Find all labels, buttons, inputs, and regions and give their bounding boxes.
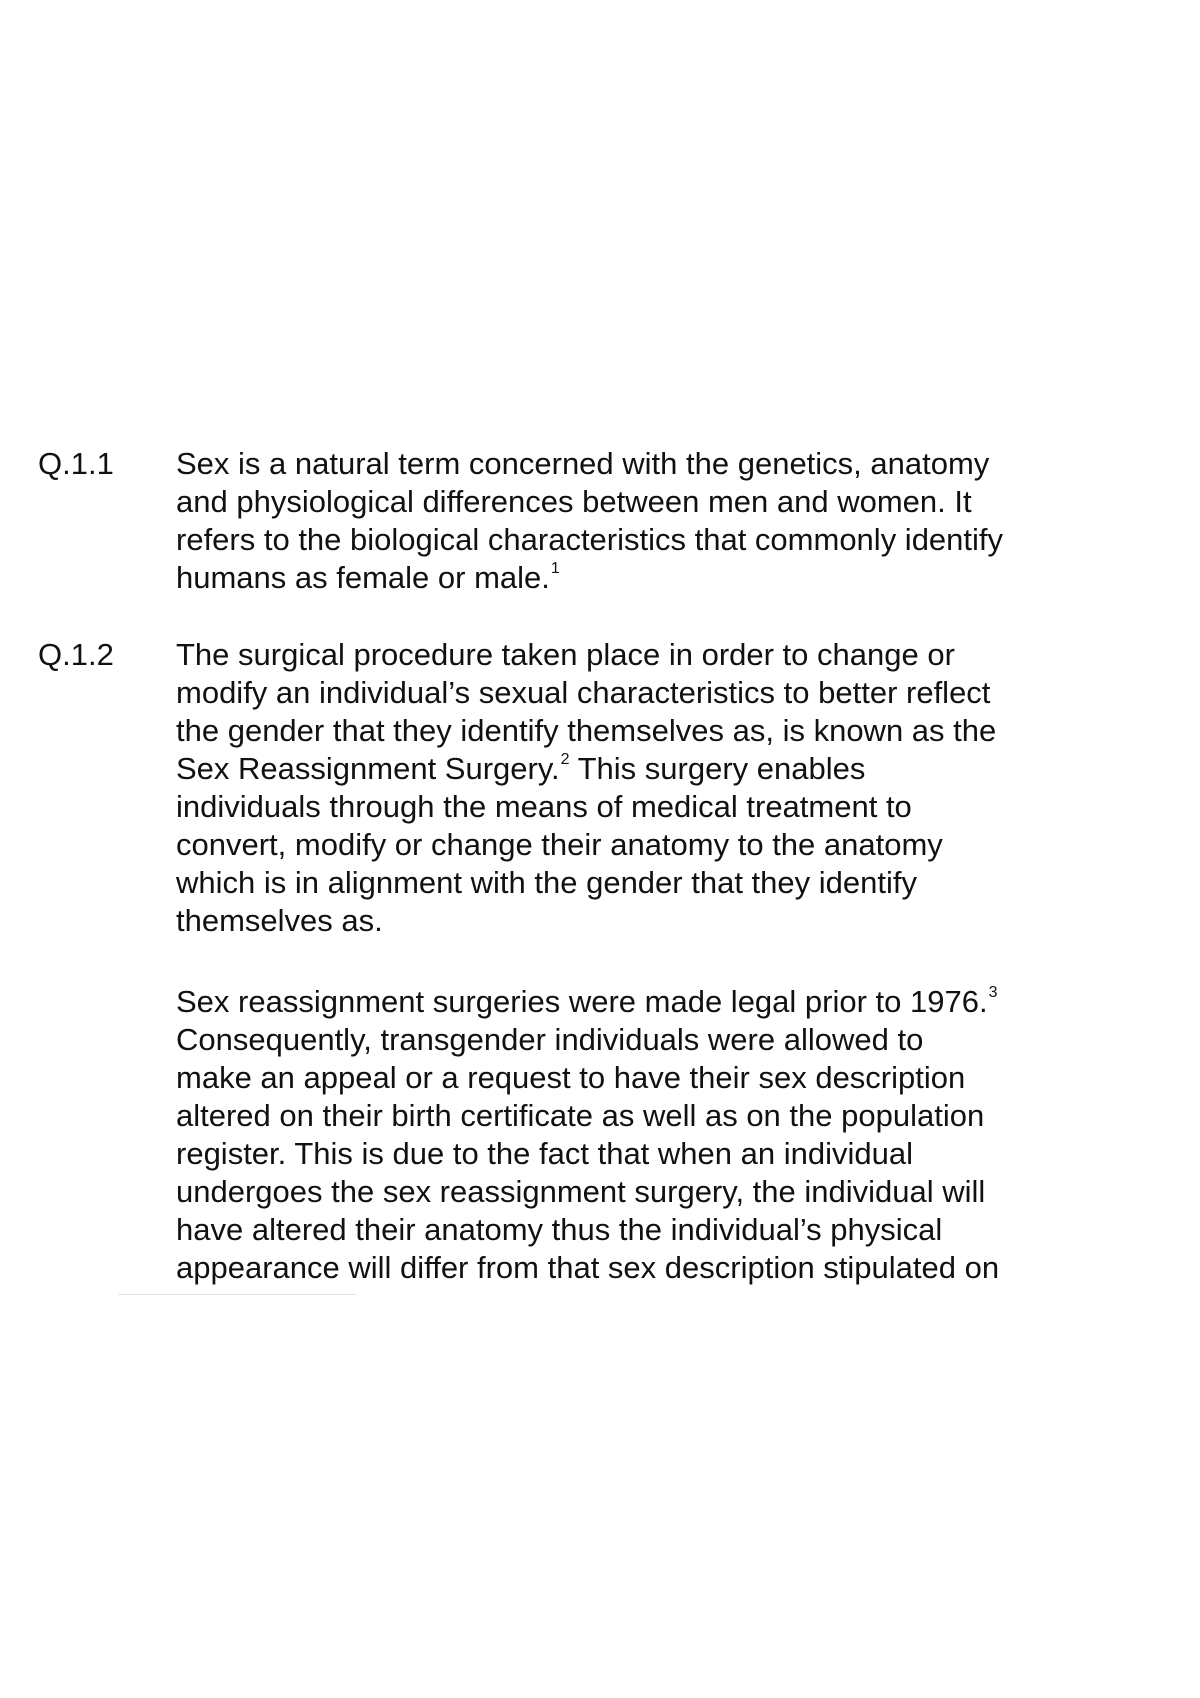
text-line: The surgical procedure taken place in order to change or	[176, 637, 955, 672]
question-number: Q.1.1	[38, 446, 114, 481]
text-segment: Sex Reassignment Surgery.	[176, 751, 560, 786]
text-segment: This surgery enables	[569, 751, 866, 786]
text-line: which is in alignment with the gender that they identify	[176, 865, 917, 900]
footnote-marker: 2	[560, 751, 570, 768]
text-line	[176, 750, 1086, 788]
text-line: refers to the biological characteristics that commonly identify	[176, 522, 1004, 557]
footnote-separator	[118, 1294, 356, 1295]
text-line: convert, modify or change their anatomy to the anatomy	[176, 827, 943, 862]
text-line: modify an individual’s sexual characteristics to better reflect	[176, 675, 991, 710]
answer-paragraph	[176, 445, 1086, 597]
text-line: Consequently, transgender individuals were allowed to	[176, 1022, 924, 1057]
text-line: themselves as.	[176, 903, 383, 938]
text-line: and physiological differences between men and women. It	[176, 484, 972, 519]
text-line: appearance will differ from that sex description stipulated on	[176, 1250, 1000, 1285]
question-number: Q.1.2	[38, 637, 114, 672]
footnote-marker: 3	[988, 984, 998, 1001]
footnote-marker: 1	[550, 560, 560, 577]
text-segment: Sex reassignment surgeries were made legal prior to 1976.	[176, 984, 988, 1019]
answer-paragraph	[176, 983, 1086, 1287]
text-line: have altered their anatomy thus the individual’s physical	[176, 1212, 943, 1247]
answer-paragraph	[176, 636, 1086, 940]
text-line	[176, 559, 1086, 597]
text-line: Sex is a natural term concerned with the genetics, anatomy	[176, 446, 990, 481]
text-line: altered on their birth certificate as well as on the population	[176, 1098, 985, 1133]
text-line: undergoes the sex reassignment surgery, the individual will	[176, 1174, 986, 1209]
text-line	[176, 983, 1086, 1021]
text-line: the gender that they identify themselves as, is known as the	[176, 713, 997, 748]
text-line: individuals through the means of medical treatment to	[176, 789, 912, 824]
text-line: register. This is due to the fact that when an individual	[176, 1136, 913, 1171]
text-segment: humans as female or male.	[176, 560, 550, 595]
text-line: make an appeal or a request to have their sex description	[176, 1060, 966, 1095]
